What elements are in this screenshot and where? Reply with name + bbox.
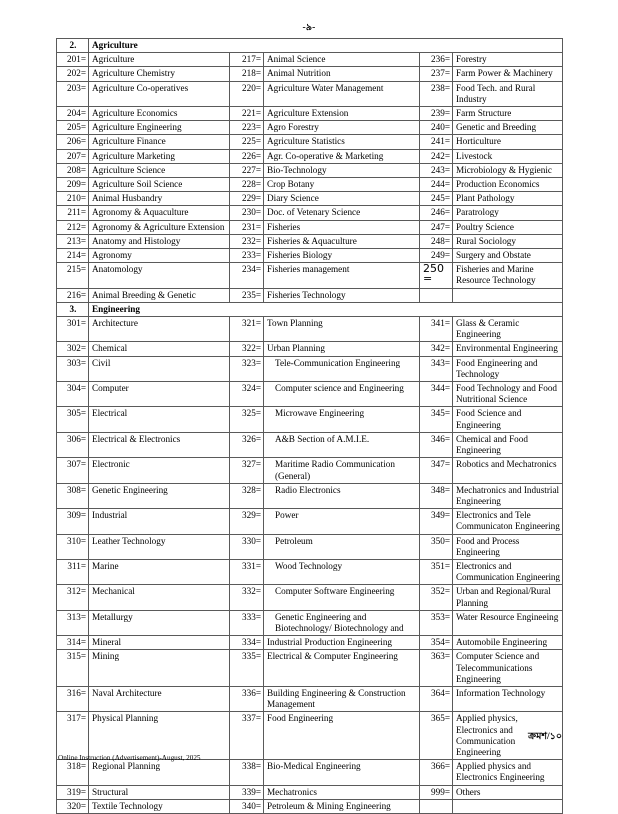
subject-name: Wood Technology [264,559,420,584]
subject-name: Urban and Regional/Rural Planning [453,585,563,610]
subject-code: 351= [420,559,453,584]
table-row [57,67,563,81]
table-row [57,81,563,106]
subject-name: Agro Forestry [264,121,420,135]
subject-code: 349= [420,509,453,534]
subject-name: Genetic Engineering and Biotechnology/ Biotechnology and [264,610,420,635]
subject-code: 238= [420,81,453,106]
subject-code: 211= [57,206,89,220]
subject-code: 346= [420,432,453,457]
subject-code: 350= [420,534,453,559]
subject-name: Food Engineering and Technology [453,356,563,381]
subject-code: 210= [57,192,89,206]
table-row [57,342,563,356]
subject-code: 229= [230,192,264,206]
subject-name: Agriculture Extension [264,107,420,121]
subject-code: 312= [57,585,89,610]
subject-name: Anatomology [89,263,230,288]
continuation-note: ক্রমশ/১০ [528,732,562,742]
subject-code: 201= [57,53,89,67]
subject-name: Petroleum & Mining Engineering [264,799,420,813]
table-row [57,263,563,288]
subject-name: Agriculture Chemistry [89,67,230,81]
subject-name: Environmental Engineering [453,342,563,356]
subject-code: 202= [57,67,89,81]
subject-code: 247= [420,220,453,234]
subject-name: Agronomy & Aquaculture [89,206,230,220]
table-row [57,220,563,234]
section-heading-row [57,302,563,316]
table-row [57,53,563,67]
subject-code: 309= [57,509,89,534]
subject-code-table-body [57,39,563,814]
subject-name: Others [453,785,563,799]
subject-name: Automobile Engineering [453,636,563,650]
table-row [57,149,563,163]
table-row [57,356,563,381]
subject-code: 232= [230,234,264,248]
table-row [57,288,563,302]
subject-code: 241= [420,135,453,149]
section-title: Engineering [89,302,563,316]
subject-code: 999= [420,785,453,799]
subject-code: 203= [57,81,89,106]
table-row [57,636,563,650]
subject-code: 212= [57,220,89,234]
subject-name: Marine [89,559,230,584]
subject-name: Agriculture Co-operatives [89,81,230,106]
subject-name: Fisheries Biology [264,249,420,263]
subject-code: 243= [420,163,453,177]
subject-name: Electronics and Communication Engineering [453,559,563,584]
subject-name: Genetic and Breeding [453,121,563,135]
subject-name: Food Engineering [264,712,420,760]
subject-name: Industrial [89,509,230,534]
subject-name: Food and Process Engineering [453,534,563,559]
table-row [57,382,563,407]
subject-code: 218= [230,67,264,81]
subject-name: Food Science and Engineering [453,407,563,432]
subject-code: 335= [230,650,264,687]
subject-code: 322= [230,342,264,356]
subject-name: Genetic Engineering [89,483,230,508]
table-row [57,650,563,687]
subject-name: Agronomy [89,249,230,263]
subject-name: Bio-Technology [264,163,420,177]
table-row [57,785,563,799]
subject-name: Maritime Radio Communication (General) [264,458,420,483]
subject-code: 234= [230,263,264,288]
subject-name: Leather Technology [89,534,230,559]
subject-name: Radio Electronics [264,483,420,508]
subject-code: 341= [420,317,453,342]
subject-code: 320= [57,799,89,813]
subject-name: Paratrology [453,206,563,220]
subject-name: Electronics and Tele Communicaton Engineering [453,509,563,534]
subject-name: Animal Husbandry [89,192,230,206]
table-row [57,135,563,149]
subject-name: Computer Software Engineering [264,585,420,610]
subject-name: Plant Pathology [453,192,563,206]
subject-code: 347= [420,458,453,483]
subject-code: 227= [230,163,264,177]
subject-code: 348= [420,483,453,508]
subject-name: Agr. Co-operative & Marketing [264,149,420,163]
subject-name: Fisheries Technology [264,288,420,302]
subject-code: 308= [57,483,89,508]
subject-name: Agronomy & Agriculture Extension [89,220,230,234]
subject-code: 250 = [420,263,453,288]
subject-name: Computer science and Engineering [264,382,420,407]
subject-code: 331= [230,559,264,584]
table-row [57,234,563,248]
subject-name: Industrial Production Engineering [264,636,420,650]
table-row [57,610,563,635]
subject-code: 206= [57,135,89,149]
subject-code: 342= [420,342,453,356]
subject-code: 363= [420,650,453,687]
subject-name: Metallurgy [89,610,230,635]
subject-name: Water Resource Engineeing [453,610,563,635]
subject-code: 310= [57,534,89,559]
subject-code: 337= [230,712,264,760]
subject-name: Textile Technology [89,799,230,813]
subject-name: Mechatronics [264,785,420,799]
subject-code: 307= [57,458,89,483]
subject-name: Physical Planning [89,712,230,760]
subject-code: 332= [230,585,264,610]
subject-code: 365= [420,712,453,760]
subject-name: Fisheries [264,220,420,234]
subject-code: 204= [57,107,89,121]
subject-name: Mechanical [89,585,230,610]
subject-code: 345= [420,407,453,432]
subject-code: 209= [57,178,89,192]
subject-code: 225= [230,135,264,149]
subject-name: Farm Structure [453,107,563,121]
subject-code: 237= [420,67,453,81]
subject-code: 221= [230,107,264,121]
subject-code: 302= [57,342,89,356]
subject-code: 327= [230,458,264,483]
subject-name [453,288,563,302]
subject-code: 313= [57,610,89,635]
subject-code: 230= [230,206,264,220]
table-row [57,458,563,483]
section-heading-row [57,39,563,53]
subject-name: Agriculture Statistics [264,135,420,149]
subject-name: Mechatronics and Industrial Engineering [453,483,563,508]
subject-name: A&B Section of A.M.I.E. [264,432,420,457]
subject-code: 338= [230,760,264,785]
subject-name: Electrical [89,407,230,432]
subject-code: 246= [420,206,453,220]
subject-code: 301= [57,317,89,342]
subject-name: Agriculture Science [89,163,230,177]
subject-code: 305= [57,407,89,432]
subject-name: Electronic [89,458,230,483]
subject-name: Agriculture Soil Science [89,178,230,192]
subject-code: 354= [420,636,453,650]
subject-code: 236= [420,53,453,67]
table-row [57,686,563,711]
subject-name: Horticulture [453,135,563,149]
subject-name [453,799,563,813]
subject-name: Civil [89,356,230,381]
subject-name: Naval Architecture [89,686,230,711]
subject-name: Animal Breeding & Genetic [89,288,230,302]
subject-code: 325= [230,407,264,432]
table-row [57,121,563,135]
subject-code: 330= [230,534,264,559]
subject-name: Glass & Ceramic Engineering [453,317,563,342]
subject-name: Production Economics [453,178,563,192]
subject-code: 223= [230,121,264,135]
subject-code: 317= [57,712,89,760]
subject-code: 326= [230,432,264,457]
subject-name: Crop Botany [264,178,420,192]
subject-name: Architecture [89,317,230,342]
table-row [57,407,563,432]
section-number: 3. [57,302,89,316]
subject-name: Food Technology and Food Nutritional Science [453,382,563,407]
table-row [57,799,563,813]
subject-name: Farm Power & Machinery [453,67,563,81]
subject-name: Tele-Communication Engineering [264,356,420,381]
subject-code-table [56,38,563,814]
subject-code: 318= [57,760,89,785]
subject-name: Poultry Science [453,220,563,234]
subject-name: Bio-Medical Engineering [264,760,420,785]
subject-name: Applied physics, Electronics and Communication Engineering [453,712,563,760]
subject-code: 316= [57,686,89,711]
subject-name: Diary Science [264,192,420,206]
subject-code: 352= [420,585,453,610]
subject-name: Rural Sociology [453,234,563,248]
table-row [57,107,563,121]
subject-code: 215= [57,263,89,288]
subject-code: 304= [57,382,89,407]
subject-code: 343= [420,356,453,381]
subject-name: Petroleum [264,534,420,559]
subject-name: Anatomy and Histology [89,234,230,248]
table-row [57,163,563,177]
subject-code [420,288,453,302]
table-row [57,192,563,206]
subject-code: 340= [230,799,264,813]
subject-code: 216= [57,288,89,302]
table-row [57,559,563,584]
subject-name: Structural [89,785,230,799]
table-row [57,206,563,220]
subject-code [420,799,453,813]
subject-code: 220= [230,81,264,106]
table-row [57,585,563,610]
subject-code: 334= [230,636,264,650]
subject-code: 239= [420,107,453,121]
subject-code: 314= [57,636,89,650]
subject-name: Agriculture Economics [89,107,230,121]
subject-name: Robotics and Mechatronics [453,458,563,483]
table-row [57,432,563,457]
subject-name: Computer [89,382,230,407]
subject-name: Animal Nutrition [264,67,420,81]
subject-code: 353= [420,610,453,635]
subject-code: 321= [230,317,264,342]
subject-code: 324= [230,382,264,407]
subject-code: 364= [420,686,453,711]
subject-code: 235= [230,288,264,302]
subject-code: 233= [230,249,264,263]
subject-code: 366= [420,760,453,785]
subject-name: Agriculture Engineering [89,121,230,135]
subject-code: 306= [57,432,89,457]
subject-code: 226= [230,149,264,163]
subject-name: Forestry [453,53,563,67]
subject-code: 245= [420,192,453,206]
subject-code: 328= [230,483,264,508]
subject-code: 303= [57,356,89,381]
subject-name: Applied physics and Electronics Engineering [453,760,563,785]
subject-name: Mineral [89,636,230,650]
subject-name: Fisheries & Aquaculture [264,234,420,248]
table-row [57,534,563,559]
subject-name: Urban Planning [264,342,420,356]
subject-name: Agriculture Water Management [264,81,420,106]
subject-name: Chemical and Food Engineering [453,432,563,457]
subject-code: 244= [420,178,453,192]
subject-name: Agriculture [89,53,230,67]
footer-note: Online Instruction (Advertisement)-August, 2025 [58,754,201,762]
subject-code: 249= [420,249,453,263]
subject-code: 319= [57,785,89,799]
subject-name: Mining [89,650,230,687]
subject-name: Chemical [89,342,230,356]
subject-code: 329= [230,509,264,534]
subject-code: 339= [230,785,264,799]
subject-code: 217= [230,53,264,67]
subject-name: Livestock [453,149,563,163]
subject-name: Town Planning [264,317,420,342]
subject-name: Microbiology & Hygienic [453,163,563,177]
subject-code: 213= [57,234,89,248]
table-row [57,317,563,342]
subject-name: Surgery and Obstate [453,249,563,263]
subject-code: 207= [57,149,89,163]
subject-name: Power [264,509,420,534]
subject-code: 336= [230,686,264,711]
subject-name: Agriculture Finance [89,135,230,149]
subject-name: Computer Science and Telecommunications Engineering [453,650,563,687]
subject-code: 344= [420,382,453,407]
section-title: Agriculture [89,39,563,53]
subject-code: 231= [230,220,264,234]
subject-name: Doc. of Vetenary Science [264,206,420,220]
subject-code: 205= [57,121,89,135]
subject-name: Regional Planning [89,760,230,785]
subject-code: 208= [57,163,89,177]
subject-code: 315= [57,650,89,687]
subject-name: Fisheries management [264,263,420,288]
subject-code: 333= [230,610,264,635]
table-row [57,509,563,534]
table-row [57,178,563,192]
subject-name: Building Engineering & Construction Management [264,686,420,711]
section-number: 2. [57,39,89,53]
page-number-marker: -৯- [302,23,316,33]
subject-name: Fisheries and Marine Resource Technology [453,263,563,288]
subject-code: 323= [230,356,264,381]
subject-name: Animal Science [264,53,420,67]
subject-code: 240= [420,121,453,135]
table-row [57,249,563,263]
subject-code: 248= [420,234,453,248]
subject-name: Food Tech. and Rural Industry [453,81,563,106]
subject-code: 214= [57,249,89,263]
subject-name: Microwave Engineering [264,407,420,432]
subject-name: Electrical & Computer Engineering [264,650,420,687]
subject-name: Agriculture Marketing [89,149,230,163]
table-row [57,760,563,785]
subject-code: 228= [230,178,264,192]
subject-name: Information Technology [453,686,563,711]
table-row [57,483,563,508]
subject-name: Electrical & Electronics [89,432,230,457]
subject-code: 311= [57,559,89,584]
subject-code: 242= [420,149,453,163]
